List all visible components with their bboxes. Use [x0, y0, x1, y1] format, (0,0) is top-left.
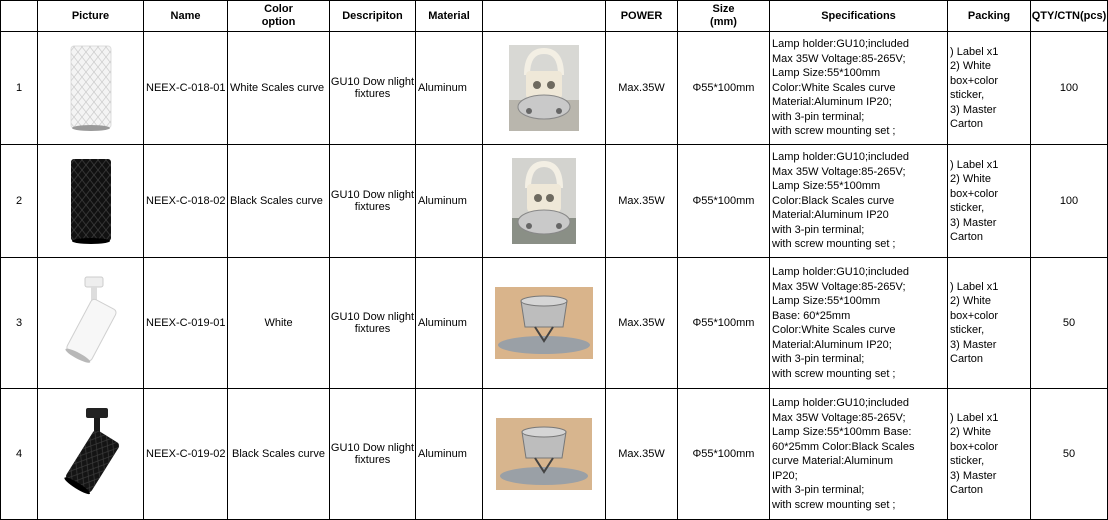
product-material: Aluminum [416, 389, 483, 520]
product-picture [38, 258, 144, 389]
spec-line: with screw mounting set ; [772, 238, 896, 251]
spec-line: Lamp Size:55*100mm Base: [772, 426, 912, 438]
spec-line: with 3-pin terminal; [772, 110, 865, 123]
white-spotlight-image [61, 273, 121, 373]
lamp-holder-picture [483, 32, 606, 145]
spec-line: Lamp holder:GU10;included [772, 266, 909, 278]
header-size-label: Size (mm) [710, 3, 737, 28]
table-row [1, 32, 1108, 145]
lamp-holder-picture [483, 389, 606, 520]
product-description: GU10 Dow nlight fixtures [330, 258, 416, 389]
product-name: NEEX-C-019-01 [144, 258, 228, 389]
product-size: Φ55*100mm [678, 258, 770, 389]
spec-line: Base: 60*25mm [772, 309, 851, 322]
lamp-holder-picture [483, 145, 606, 258]
spec-line: with screw mounting set ; [772, 498, 896, 511]
product-packing [948, 258, 1031, 389]
header-power: POWER [606, 1, 678, 32]
product-description: GU10 Dow nlight fixtures [330, 32, 416, 145]
spec-line: Max 35W Voltage:85-265V; [772, 165, 906, 178]
spec-line: Color:White Scales curve [772, 81, 896, 94]
spec-line: curve Material:Aluminum [772, 455, 894, 467]
product-specifications [770, 389, 948, 520]
product-power: Max.35W [606, 145, 678, 258]
header-row [1, 1, 1108, 32]
black-scales-downlight-image [66, 155, 116, 247]
product-size: Φ55*100mm [678, 145, 770, 258]
product-material: Aluminum [416, 145, 483, 258]
product-color: White [228, 258, 330, 389]
product-packing [948, 145, 1031, 258]
product-picture [38, 145, 144, 258]
product-qty: 50 [1031, 389, 1108, 520]
spec-line: with 3-pin terminal; [772, 484, 865, 496]
packing-line: ) Label x1 [950, 411, 999, 424]
header-index [1, 1, 38, 32]
gu10-socket-base-image [496, 418, 592, 490]
header-picture: Picture [38, 1, 144, 32]
product-size: Φ55*100mm [678, 389, 770, 520]
product-name: NEEX-C-018-01 [144, 32, 228, 145]
header-size [678, 1, 770, 32]
row-index: 3 [1, 258, 38, 389]
spec-line: Lamp Size:55*100mm [772, 67, 881, 80]
spec-line: with 3-pin terminal; [772, 223, 865, 236]
header-specifications: Specifications [770, 1, 948, 32]
product-name: NEEX-C-018-02 [144, 145, 228, 258]
header-name: Name [144, 1, 228, 32]
spec-line: Color:Black Scales curve [772, 194, 895, 207]
spec-line: with 3-pin terminal; [772, 353, 865, 365]
spec-line: Lamp Size:55*100mm [772, 180, 881, 193]
packing-line: 3) Master Carton [950, 216, 997, 243]
packing-line: 3) Master Carton [950, 103, 997, 130]
product-description: GU10 Dow nlight fixtures [330, 389, 416, 520]
spec-line: Material:Aluminum IP20; [772, 96, 892, 109]
product-packing [948, 32, 1031, 145]
spec-line: IP20; [772, 469, 798, 482]
packing-line: 2) White box+color sticker, [950, 426, 999, 467]
gu10-lamp-holder-image [512, 158, 576, 244]
product-material: Aluminum [416, 32, 483, 145]
spec-line: Max 35W Voltage:85-265V; [772, 52, 906, 65]
row-index: 4 [1, 389, 38, 520]
spec-line: Lamp holder:GU10;included [772, 151, 909, 164]
product-name: NEEX-C-019-02 [144, 389, 228, 520]
header-color-option [228, 1, 330, 32]
product-picture [38, 32, 144, 145]
gu10-socket-base-image [495, 287, 593, 359]
packing-line: 2) White box+color sticker, [950, 173, 999, 214]
spec-line: Lamp Size:55*100mm [772, 295, 881, 307]
spec-line: Lamp holder:GU10;included [772, 38, 909, 51]
spec-line: Lamp holder:GU10;included [772, 397, 909, 409]
black-spotlight-image [58, 404, 124, 504]
product-specifications [770, 32, 948, 145]
product-color: White Scales curve [228, 32, 330, 145]
lamp-holder-picture [483, 258, 606, 389]
product-qty: 100 [1031, 145, 1108, 258]
spec-line: with screw mounting set ; [772, 367, 896, 380]
header-qty: QTY/CTN(pcs) [1031, 1, 1108, 32]
spec-line: 60*25mm Color:Black Scales [772, 440, 915, 453]
header-material: Material [416, 1, 483, 32]
spec-line: Material:Aluminum IP20; [772, 338, 892, 351]
product-qty: 100 [1031, 32, 1108, 145]
spec-line: Color:White Scales curve [772, 324, 896, 336]
spec-line: Material:Aluminum IP20 [772, 209, 889, 222]
product-power: Max.35W [606, 389, 678, 520]
header-color-option-label: Color option [261, 3, 296, 28]
header-description: Descripiton [330, 1, 416, 32]
product-specifications [770, 145, 948, 258]
packing-line: 2) White box+color sticker, [950, 295, 999, 336]
row-index: 1 [1, 32, 38, 145]
product-color: Black Scales curve [228, 389, 330, 520]
header-packing: Packing [948, 1, 1031, 32]
spec-line: with screw mounting set ; [772, 125, 896, 138]
packing-line: ) Label x1 [950, 158, 999, 171]
white-scales-downlight-image [66, 42, 116, 134]
packing-line: 3) Master Carton [950, 469, 997, 496]
header-image2 [483, 1, 606, 32]
product-color: Black Scales curve [228, 145, 330, 258]
product-size: Φ55*100mm [678, 32, 770, 145]
packing-line: ) Label x1 [950, 280, 999, 293]
product-power: Max.35W [606, 32, 678, 145]
product-power: Max.35W [606, 258, 678, 389]
gu10-lamp-holder-image [509, 45, 579, 131]
spec-line: Max 35W Voltage:85-265V; [772, 280, 906, 293]
product-material: Aluminum [416, 258, 483, 389]
packing-line: ) Label x1 [950, 45, 999, 58]
table-row [1, 258, 1108, 389]
product-specifications [770, 258, 948, 389]
spec-line: Max 35W Voltage:85-265V; [772, 411, 906, 424]
table-row [1, 389, 1108, 520]
product-description: GU10 Dow nlight fixtures [330, 145, 416, 258]
row-index: 2 [1, 145, 38, 258]
product-qty: 50 [1031, 258, 1108, 389]
product-packing [948, 389, 1031, 520]
table-row [1, 145, 1108, 258]
product-picture [38, 389, 144, 520]
packing-line: 2) White box+color sticker, [950, 60, 999, 101]
packing-line: 3) Master Carton [950, 338, 997, 365]
